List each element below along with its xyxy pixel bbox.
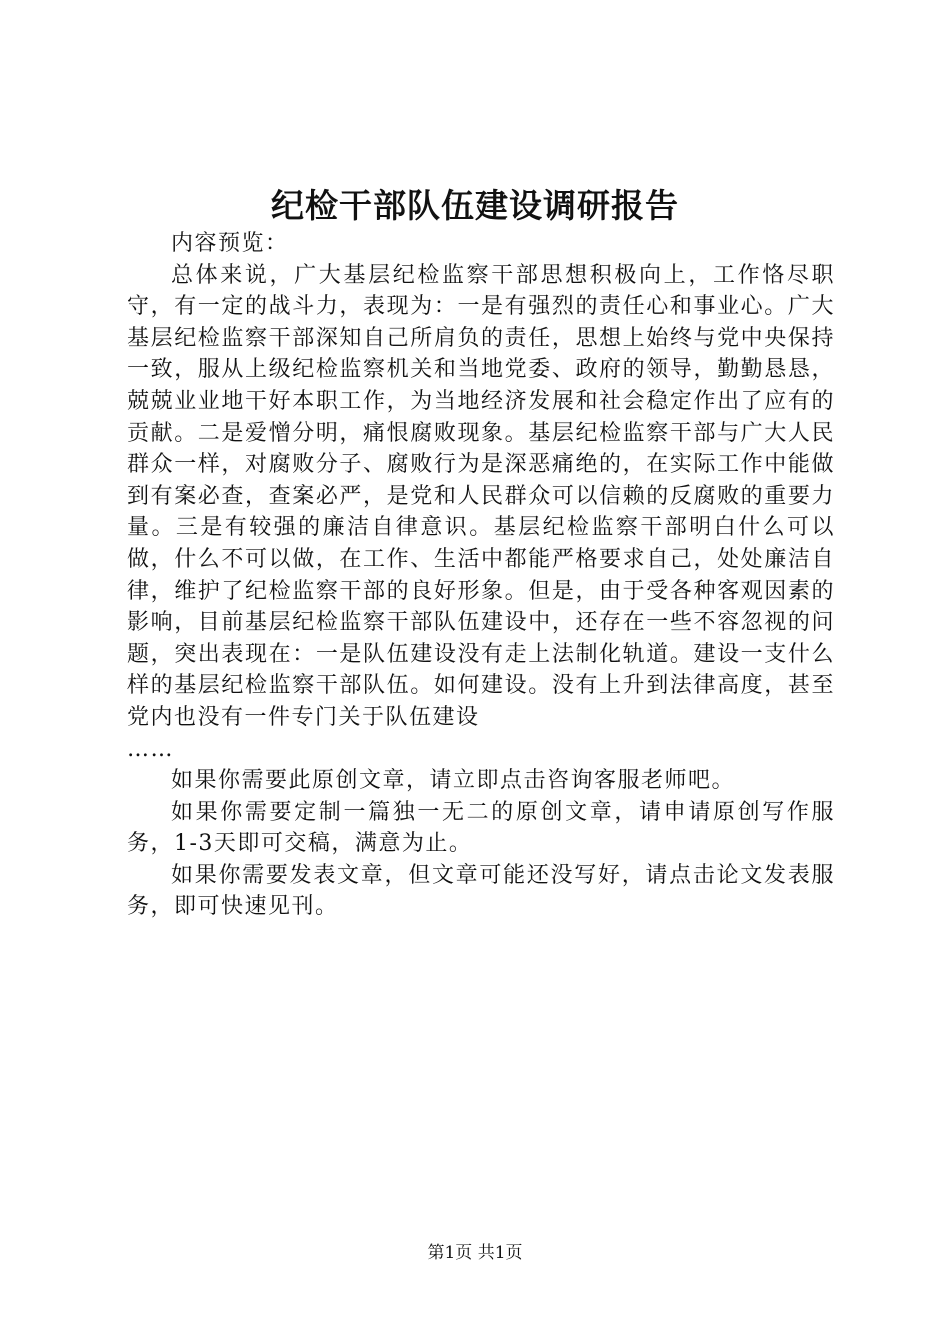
document-title: 纪检干部队伍建设调研报告 bbox=[271, 186, 679, 225]
ellipsis: …… bbox=[127, 736, 174, 762]
body-paragraph: 总体来说，广大基层纪检监察干部思想积极向上，工作恪尽职守，有一定的战斗力，表现为：一是有强烈的责任心和事业心。广大基层纪检监察干部深知自己所肩负的责任，思想上始终与党中央保持一致，服从上级纪检监察机关和当地党委、政府的领导，勤勤恳恳，兢兢业业地干好本职工作，为当地经济发展和社会稳定作出了应有的贡献。二是爱憎分明，痛恨腐败现象。基层纪检监察干部与广大人民群众一样，对腐败分子、腐败行为是深恶痛绝的，在实际工作中能做到有案必查，查案必严，是党和人民群众可以信赖的反腐败的重要力量。三是有较强的廉洁自律意识。基层纪检监察干部明白什么可以做，什么不可以做，在工作、生活中都能严格要求自己，处处廉洁自律，维护了纪检监察干部的良好形象。但是，由于受各种客观因素的影响，目前基层纪检监察干部队伍建设中，还存在一些不容忽视的问题，突出表现在：一是队伍建设没有走上法制化轨道。建设一支什么样的基层纪检监察干部队伍。如何建设。没有上升到法律高度，甚至党内也没有一件专门关于队伍建设 bbox=[127, 262, 835, 730]
document-content bbox=[127, 228, 835, 923]
page-footer: 第1页 共1页 bbox=[427, 1243, 523, 1263]
notice-paragraph-publish: 如果你需要发表文章，但文章可能还没写好，请点击论文发表服务，即可快速见刊。 bbox=[127, 862, 835, 920]
preview-label: 内容预览： bbox=[171, 231, 289, 256]
notice-paragraph-consult: 如果你需要此原创文章，请立即点击咨询客服老师吧。 bbox=[171, 768, 736, 794]
notice-paragraph-custom: 如果你需要定制一篇独一无二的原创文章，请申请原创写作服务，1-3天即可交稿，满意为止。 bbox=[127, 799, 835, 857]
